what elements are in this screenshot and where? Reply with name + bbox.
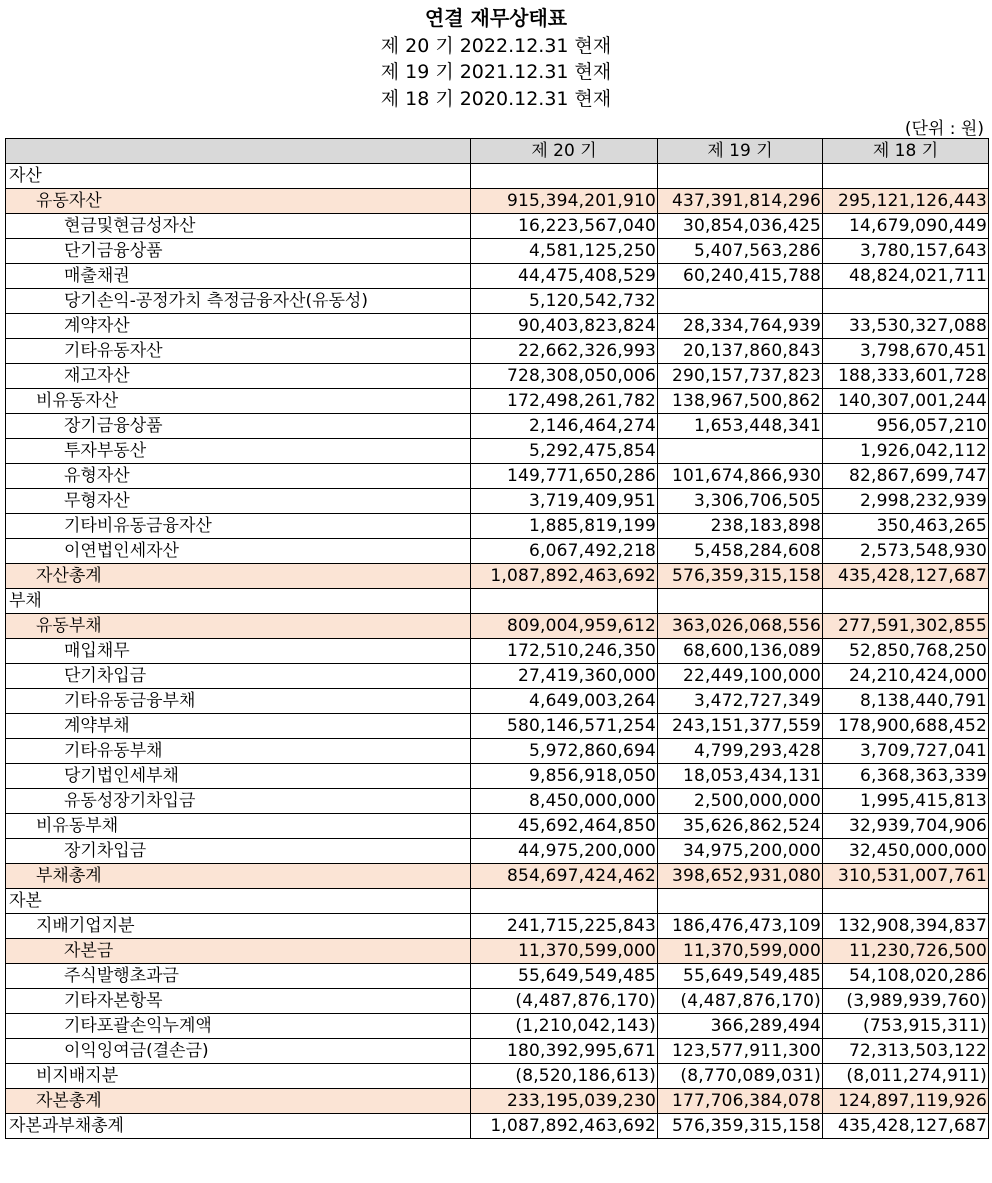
amount-cell: [658, 164, 823, 189]
table-row: [6, 339, 989, 364]
account-label: 자본과부채총계: [6, 1114, 471, 1139]
table-row: [6, 264, 989, 289]
amount-cell: 1,926,042,112: [823, 439, 989, 464]
table-row: [6, 164, 989, 189]
account-label: 계약자산: [6, 314, 471, 339]
amount-cell: 5,292,475,854: [471, 439, 658, 464]
amount-cell: 4,581,125,250: [471, 239, 658, 264]
amount-cell: [823, 164, 989, 189]
table-row: [6, 864, 989, 889]
table-row: [6, 289, 989, 314]
amount-cell: 5,458,284,608: [658, 539, 823, 564]
account-label: 당기손익-공정가치 측정금융자산(유동성): [6, 289, 471, 314]
account-label: 유동자산: [6, 189, 471, 214]
amount-cell: 310,531,007,761: [823, 864, 989, 889]
table-row: [6, 839, 989, 864]
amount-cell: 11,230,726,500: [823, 939, 989, 964]
amount-cell: [823, 889, 989, 914]
period-line-2: 제 19 기 2021.12.31 현재: [380, 61, 612, 83]
table-row: [6, 739, 989, 764]
account-label: 당기법인세부채: [6, 764, 471, 789]
amount-cell: 33,530,327,088: [823, 314, 989, 339]
amount-cell: 1,885,819,199: [471, 514, 658, 539]
amount-cell: 27,419,360,000: [471, 664, 658, 689]
amount-cell: 123,577,911,300: [658, 1039, 823, 1064]
amount-cell: 132,908,394,837: [823, 914, 989, 939]
amount-cell: 3,306,706,505: [658, 489, 823, 514]
table-row: [6, 364, 989, 389]
amount-cell: (4,487,876,170): [471, 989, 658, 1014]
amount-cell: 180,392,995,671: [471, 1039, 658, 1064]
amount-cell: 2,146,464,274: [471, 414, 658, 439]
amount-cell: (4,487,876,170): [658, 989, 823, 1014]
amount-cell: [658, 439, 823, 464]
amount-cell: 28,334,764,939: [658, 314, 823, 339]
amount-cell: 34,975,200,000: [658, 839, 823, 864]
amount-cell: 172,498,261,782: [471, 389, 658, 414]
amount-cell: 11,370,599,000: [658, 939, 823, 964]
account-label: 이익잉여금(결손금): [6, 1039, 471, 1064]
amount-cell: 9,856,918,050: [471, 764, 658, 789]
amount-cell: 241,715,225,843: [471, 914, 658, 939]
amount-cell: [471, 889, 658, 914]
account-label: 유동부채: [6, 614, 471, 639]
account-label: 자본총계: [6, 1089, 471, 1114]
amount-cell: (8,520,186,613): [471, 1064, 658, 1089]
account-label: 매입채무: [6, 639, 471, 664]
account-label: 기타비유동금융자산: [6, 514, 471, 539]
amount-cell: 101,674,866,930: [658, 464, 823, 489]
account-label: 단기차입금: [6, 664, 471, 689]
amount-cell: 2,500,000,000: [658, 789, 823, 814]
amount-cell: 233,195,039,230: [471, 1089, 658, 1114]
amount-cell: 350,463,265: [823, 514, 989, 539]
table-row: [6, 964, 989, 989]
amount-cell: 4,799,293,428: [658, 739, 823, 764]
statement-title: 연결 재무상태표: [424, 6, 568, 30]
account-label: 이연법인세자산: [6, 539, 471, 564]
amount-cell: 22,449,100,000: [658, 664, 823, 689]
amount-cell: 576,359,315,158: [658, 1114, 823, 1139]
amount-cell: 3,798,670,451: [823, 339, 989, 364]
amount-cell: (3,989,939,760): [823, 989, 989, 1014]
amount-cell: 177,706,384,078: [658, 1089, 823, 1114]
table-row: [6, 939, 989, 964]
account-label: 기타유동금융부채: [6, 689, 471, 714]
amount-cell: 6,067,492,218: [471, 539, 658, 564]
period-line-3: 제 18 기 2020.12.31 현재: [380, 88, 612, 110]
amount-cell: 172,510,246,350: [471, 639, 658, 664]
amount-cell: 20,137,860,843: [658, 339, 823, 364]
table-row: [6, 1064, 989, 1089]
amount-cell: 8,450,000,000: [471, 789, 658, 814]
table-row: [6, 689, 989, 714]
table-row: [6, 664, 989, 689]
amount-cell: [823, 289, 989, 314]
amount-cell: 18,053,434,131: [658, 764, 823, 789]
table-row: [6, 889, 989, 914]
table-row: [6, 564, 989, 589]
amount-cell: 277,591,302,855: [823, 614, 989, 639]
amount-cell: 1,087,892,463,692: [471, 1114, 658, 1139]
amount-cell: 44,475,408,529: [471, 264, 658, 289]
amount-cell: 45,692,464,850: [471, 814, 658, 839]
amount-cell: 32,450,000,000: [823, 839, 989, 864]
account-label: 자산총계: [6, 564, 471, 589]
amount-cell: 55,649,549,485: [658, 964, 823, 989]
header-period-19: 제 19 기: [658, 139, 823, 164]
amount-cell: 363,026,068,556: [658, 614, 823, 639]
table-row: [6, 314, 989, 339]
amount-cell: 2,573,548,930: [823, 539, 989, 564]
account-label: 주식발행초과금: [6, 964, 471, 989]
period-line-1: 제 20 기 2022.12.31 현재: [380, 35, 612, 57]
amount-cell: 238,183,898: [658, 514, 823, 539]
amount-cell: 140,307,001,244: [823, 389, 989, 414]
table-row: [6, 1014, 989, 1039]
table-body: [6, 164, 989, 1139]
amount-cell: [658, 589, 823, 614]
amount-cell: 576,359,315,158: [658, 564, 823, 589]
table-row: [6, 539, 989, 564]
amount-cell: 6,368,363,339: [823, 764, 989, 789]
table-row: [6, 239, 989, 264]
amount-cell: 11,370,599,000: [471, 939, 658, 964]
table-row: [6, 989, 989, 1014]
account-label: 비유동부채: [6, 814, 471, 839]
amount-cell: 956,057,210: [823, 414, 989, 439]
amount-cell: 55,649,549,485: [471, 964, 658, 989]
amount-cell: 3,780,157,643: [823, 239, 989, 264]
amount-cell: 5,120,542,732: [471, 289, 658, 314]
amount-cell: 35,626,862,524: [658, 814, 823, 839]
account-label: 단기금융상품: [6, 239, 471, 264]
table-row: [6, 1114, 989, 1139]
amount-cell: [471, 589, 658, 614]
amount-cell: [823, 589, 989, 614]
balance-sheet-table: [5, 138, 989, 1139]
amount-cell: 435,428,127,687: [823, 564, 989, 589]
account-label: 기타유동부채: [6, 739, 471, 764]
account-label: 현금및현금성자산: [6, 214, 471, 239]
amount-cell: 149,771,650,286: [471, 464, 658, 489]
amount-cell: 809,004,959,612: [471, 614, 658, 639]
table-row: [6, 389, 989, 414]
amount-cell: 366,289,494: [658, 1014, 823, 1039]
account-label: 유동성장기차입금: [6, 789, 471, 814]
account-label: 투자부동산: [6, 439, 471, 464]
table-row: [6, 764, 989, 789]
amount-cell: (8,011,274,911): [823, 1064, 989, 1089]
amount-cell: 295,121,126,443: [823, 189, 989, 214]
account-label: 매출채권: [6, 264, 471, 289]
table-row: [6, 914, 989, 939]
account-label: 지배기업지분: [6, 914, 471, 939]
amount-cell: 90,403,823,824: [471, 314, 658, 339]
account-label: 재고자산: [6, 364, 471, 389]
amount-cell: 52,850,768,250: [823, 639, 989, 664]
amount-cell: 138,967,500,862: [658, 389, 823, 414]
amount-cell: 728,308,050,006: [471, 364, 658, 389]
table-row: [6, 214, 989, 239]
amount-cell: 1,995,415,813: [823, 789, 989, 814]
amount-cell: 24,210,424,000: [823, 664, 989, 689]
amount-cell: 437,391,814,296: [658, 189, 823, 214]
table-row: [6, 464, 989, 489]
account-label: 부채총계: [6, 864, 471, 889]
amount-cell: 22,662,326,993: [471, 339, 658, 364]
amount-cell: 3,719,409,951: [471, 489, 658, 514]
amount-cell: (1,210,042,143): [471, 1014, 658, 1039]
amount-cell: 2,998,232,939: [823, 489, 989, 514]
amount-cell: 290,157,737,823: [658, 364, 823, 389]
header-period-20: 제 20 기: [471, 139, 658, 164]
amount-cell: 32,939,704,906: [823, 814, 989, 839]
amount-cell: 44,975,200,000: [471, 839, 658, 864]
amount-cell: 82,867,699,747: [823, 464, 989, 489]
account-label: 자산: [6, 164, 471, 189]
amount-cell: 243,151,377,559: [658, 714, 823, 739]
amount-cell: 14,679,090,449: [823, 214, 989, 239]
amount-cell: 72,313,503,122: [823, 1039, 989, 1064]
amount-cell: 435,428,127,687: [823, 1114, 989, 1139]
amount-cell: 178,900,688,452: [823, 714, 989, 739]
header-row: [6, 139, 989, 164]
table-row: [6, 589, 989, 614]
amount-cell: 3,709,727,041: [823, 739, 989, 764]
amount-cell: 186,476,473,109: [658, 914, 823, 939]
amount-cell: 124,897,119,926: [823, 1089, 989, 1114]
amount-cell: 854,697,424,462: [471, 864, 658, 889]
account-label: 무형자산: [6, 489, 471, 514]
table-row: [6, 714, 989, 739]
account-label: 장기차입금: [6, 839, 471, 864]
amount-cell: 16,223,567,040: [471, 214, 658, 239]
table-row: [6, 489, 989, 514]
account-label: 비유동자산: [6, 389, 471, 414]
header-account: [6, 139, 471, 164]
table-row: [6, 1039, 989, 1064]
amount-cell: 3,472,727,349: [658, 689, 823, 714]
table-row: [6, 814, 989, 839]
account-label: 유형자산: [6, 464, 471, 489]
amount-cell: [658, 289, 823, 314]
amount-cell: (753,915,311): [823, 1014, 989, 1039]
amount-cell: 1,653,448,341: [658, 414, 823, 439]
table-row: [6, 789, 989, 814]
amount-cell: 398,652,931,080: [658, 864, 823, 889]
amount-cell: 915,394,201,910: [471, 189, 658, 214]
amount-cell: 1,087,892,463,692: [471, 564, 658, 589]
amount-cell: 580,146,571,254: [471, 714, 658, 739]
account-label: 자본금: [6, 939, 471, 964]
unit-label: (단위 : 원): [904, 119, 984, 139]
amount-cell: 48,824,021,711: [823, 264, 989, 289]
amount-cell: [471, 164, 658, 189]
table-row: [6, 639, 989, 664]
amount-cell: 188,333,601,728: [823, 364, 989, 389]
account-label: 부채: [6, 589, 471, 614]
amount-cell: 60,240,415,788: [658, 264, 823, 289]
amount-cell: 54,108,020,286: [823, 964, 989, 989]
table-row: [6, 189, 989, 214]
account-label: 기타유동자산: [6, 339, 471, 364]
header-period-18: 제 18 기: [823, 139, 989, 164]
account-label: 장기금융상품: [6, 414, 471, 439]
table-row: [6, 614, 989, 639]
amount-cell: 4,649,003,264: [471, 689, 658, 714]
amount-cell: 68,600,136,089: [658, 639, 823, 664]
amount-cell: 30,854,036,425: [658, 214, 823, 239]
amount-cell: 5,407,563,286: [658, 239, 823, 264]
account-label: 자본: [6, 889, 471, 914]
table-row: [6, 439, 989, 464]
amount-cell: 8,138,440,791: [823, 689, 989, 714]
table-row: [6, 1089, 989, 1114]
amount-cell: 5,972,860,694: [471, 739, 658, 764]
account-label: 비지배지분: [6, 1064, 471, 1089]
table-row: [6, 414, 989, 439]
account-label: 기타포괄손익누계액: [6, 1014, 471, 1039]
table-row: [6, 514, 989, 539]
amount-cell: (8,770,089,031): [658, 1064, 823, 1089]
account-label: 기타자본항목: [6, 989, 471, 1014]
amount-cell: [658, 889, 823, 914]
account-label: 계약부채: [6, 714, 471, 739]
